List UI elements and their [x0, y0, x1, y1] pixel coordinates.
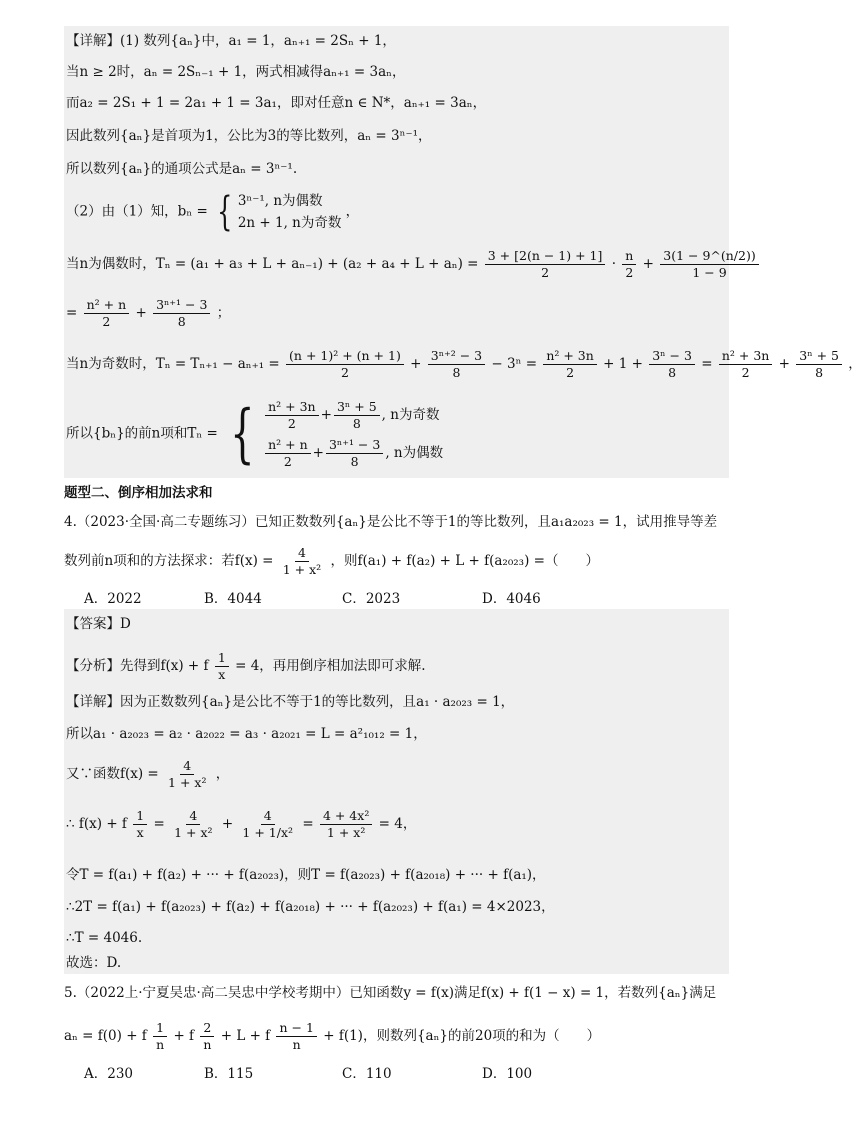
- fraction: $\frac{\text{3ⁿ + 5}}{8}$: [334, 399, 380, 432]
- detail-line-7: 当n为偶数时，Tₙ = (a₁ + a₃ + L + aₙ₋₁) + (a₂ + a₄ + L + aₙ) = $\frac{3 + [2(n - 1) + 1]}{2}$ · $\frac{n}{2}$ + $\frac{3(1 - 9\^{}(n/2))}{1 - 9}$: [66, 248, 761, 281]
- fraction: $\frac{n - 1}{n}$: [276, 1020, 316, 1053]
- fraction: $\frac{\text{(n + 1)² + (n + 1)}}{2}$: [286, 348, 404, 381]
- answer-line: 【答案】D: [66, 616, 131, 632]
- fraction: $\frac{\text{3ⁿ − 3}}{8}$: [649, 348, 695, 381]
- option-a[interactable]: A．230: [84, 1066, 134, 1082]
- fraction: $\frac{4}{\text{1 + x²}}$: [168, 758, 207, 790]
- detail-line: ∴2T = f(a₁) + f(a₂₀₂₃) + f(a₂) + f(a₂₀₁₈) + ··· + f(a₂₀₂₃) + f(a₁) = 4×2023，: [66, 899, 555, 915]
- fraction: $\frac{1}{x}$: [215, 650, 229, 683]
- detail-line-5: 所以数列{aₙ}的通项公式是aₙ = 3ⁿ⁻¹.: [66, 161, 298, 177]
- fraction: $\frac{1}{n}$: [153, 1020, 167, 1053]
- fraction: $\frac{\text{n² + n}}{2}$: [84, 297, 130, 330]
- option-b[interactable]: B．4044: [204, 591, 262, 607]
- fraction: $\frac{n}{2}$: [622, 248, 636, 281]
- detail-line: ∴T = 4046.: [66, 930, 143, 946]
- fraction: $\frac{2}{n}$: [200, 1020, 214, 1053]
- fraction: $\frac{\text{n² + n}}{2}$: [265, 437, 311, 470]
- detail-line-3: 而a₂ = 2S₁ + 1 = 2a₁ + 1 = 3a₁，即对任意n ∈ N*，aₙ₊₁ = 3aₙ，: [66, 95, 487, 111]
- detail-line: ∴ f(x) + f $\frac{1}{x}$ = $\frac{4}{\text{1 + x²}}$ + $\frac{4}{\text{1 + 1/x²}}$ = $\frac{\text{4 + 4x²}}{\text{1 + x²}}$ = 4，: [66, 808, 417, 840]
- fraction: $\frac{\text{3ⁿ⁺¹ − 3}}{8}$: [326, 437, 383, 470]
- detail-line-8: = $\frac{\text{n² + n}}{2}$ + $\frac{\text{3ⁿ⁺¹ − 3}}{8}$ ；: [66, 297, 231, 329]
- left-brace: {: [230, 397, 255, 471]
- piecewise-cases: $\frac{\text{n² + 3n}}{2}$ + $\frac{\text{3ⁿ + 5}}{8}$ , n为奇数 $\frac{\text{n² + n}}{2}$ + $\frac{\text{3ⁿ⁺¹ − 3}}{8}$ , n为偶数: [263, 396, 443, 472]
- option-b[interactable]: B．115: [204, 1066, 254, 1082]
- fraction: $\frac{4}{\text{1 + x²}}$: [174, 808, 213, 840]
- detail-line: 【详解】因为正数数列{aₙ}是公比不等于1的等比数列，且a₁ · a₂₀₂₃ = 1，: [66, 694, 515, 710]
- option-a[interactable]: A．2022: [84, 591, 142, 607]
- detail-line-2: 当n ≥ 2时，aₙ = 2Sₙ₋₁ + 1，两式相减得aₙ₊₁ = 3aₙ，: [66, 64, 406, 80]
- detail-line: 令T = f(a₁) + f(a₂) + ··· + f(a₂₀₂₃)，则T = f(a₂₀₂₃) + f(a₂₀₁₈) + ··· + f(a₁)，: [66, 867, 546, 883]
- fraction: $\frac{1}{x}$: [133, 808, 147, 841]
- option-d[interactable]: D．100: [482, 1066, 533, 1082]
- piecewise-cases: 3ⁿ⁻¹, n为偶数 2n + 1, n为奇数: [237, 193, 342, 231]
- option-c[interactable]: C．110: [342, 1066, 392, 1082]
- fraction: $\frac{4}{\text{1 + x²}}$: [282, 545, 322, 577]
- left-brace: {: [217, 189, 233, 235]
- fraction: $\frac{\text{4 + 4x²}}{\text{1 + x²}}$: [320, 808, 372, 841]
- question-4-line-1: 4.（2023·全国·高二专题练习）已知正数数列{aₙ}是公比不等于1的等比数列，且a₁a₂₀₂₃ = 1，试用推导等差: [64, 514, 718, 530]
- detail-line: 所以a₁ · a₂₀₂₃ = a₂ · a₂₀₂₂ = a₃ · a₂₀₂₁ = L = a²₁₀₁₂ = 1，: [66, 726, 427, 742]
- fraction: $\frac{\text{n² + 3n}}{2}$: [719, 348, 773, 381]
- detail-line-6: （2）由（1）知，bₙ = { 3ⁿ⁻¹, n为偶数 2n + 1, n为奇数 ，: [66, 189, 360, 235]
- detail-line-9: 当n为奇数时，Tₙ = Tₙ₊₁ − aₙ₊₁ = $\frac{\text{(n + 1)² + (n + 1)}}{2}$ + $\frac{\text{3ⁿ⁺² − 3}}{8}$ − 3ⁿ = $\frac{\text{n² + 3n}}{2}$ + 1 + $\frac{\text{3ⁿ − 3}}{8}$ = $\frac{\text{n² + 3n}}{2}$ + $\frac{\text{3ⁿ + 5}}{8}$ ，: [66, 348, 862, 380]
- detail-line-10: 所以{bₙ}的前n项和Tₙ = { $\frac{\text{n² + 3n}}{2}$ + $\frac{\text{3ⁿ + 5}}{8}$ , n为奇数 $\frac{\text{n² + n}}{2}$ + $\frac{\text{3ⁿ⁺¹ − 3}}{8}$ , n为偶数: [66, 397, 444, 471]
- fraction: $\frac{\text{n² + 3n}}{2}$: [543, 348, 597, 381]
- fraction: $\frac{\text{3ⁿ⁺¹ − 3}}{8}$: [153, 297, 210, 330]
- detail-line: 又∵函数f(x) = $\frac{4}{\text{1 + x²}}$ ，: [66, 758, 230, 790]
- fraction: $\frac{4}{\text{1 + 1/x²}}$: [242, 808, 294, 840]
- question-5-line-2: aₙ = f(0) + f $\frac{1}{n}$ + f $\frac{2}{n}$ + L + f $\frac{n - 1}{n}$ + f(1)，则数列{aₙ}的前20项的和为（ ）: [64, 1020, 601, 1052]
- fraction: $\frac{\text{3ⁿ⁺² − 3}}{8}$: [428, 348, 485, 381]
- option-c[interactable]: C．2023: [342, 591, 401, 607]
- question-4-line-2: 数列前n项和的方法探求：若f(x) = $\frac{4}{\text{1 + x²}}$ ，则f(a₁) + f(a₂) + L + f(a₂₀₂₃) =（ ）: [64, 545, 599, 577]
- fraction: $\frac{\text{3ⁿ + 5}}{8}$: [796, 348, 842, 381]
- detail-line-1: 【详解】(1) 数列{aₙ}中，a₁ = 1，aₙ₊₁ = 2Sₙ + 1，: [66, 33, 396, 49]
- fraction: $\frac{3(1 - 9\^{}(n/2))}{1 - 9}$: [660, 248, 758, 281]
- analysis-line: 【分析】先得到f(x) + f $\frac{1}{x}$ = 4，再用倒序相加法即可求解.: [66, 650, 426, 682]
- detail-line: 故选：D.: [66, 955, 122, 971]
- fraction: $\frac{3 + [2(n - 1) + 1]}{2}$: [485, 248, 606, 281]
- option-d[interactable]: D．4046: [482, 591, 541, 607]
- detail-line-4: 因此数列{aₙ}是首项为1，公比为3的等比数列，aₙ = 3ⁿ⁻¹，: [66, 128, 432, 144]
- fraction: $\frac{\text{n² + 3n}}{2}$: [265, 399, 319, 432]
- question-5-line-1: 5.（2022上·宁夏吴忠·高二吴忠中学校考期中）已知函数y = f(x)满足f(x) + f(1 − x) = 1，若数列{aₙ}满足: [64, 985, 717, 1001]
- section-heading: 题型二、倒序相加法求和: [64, 485, 213, 501]
